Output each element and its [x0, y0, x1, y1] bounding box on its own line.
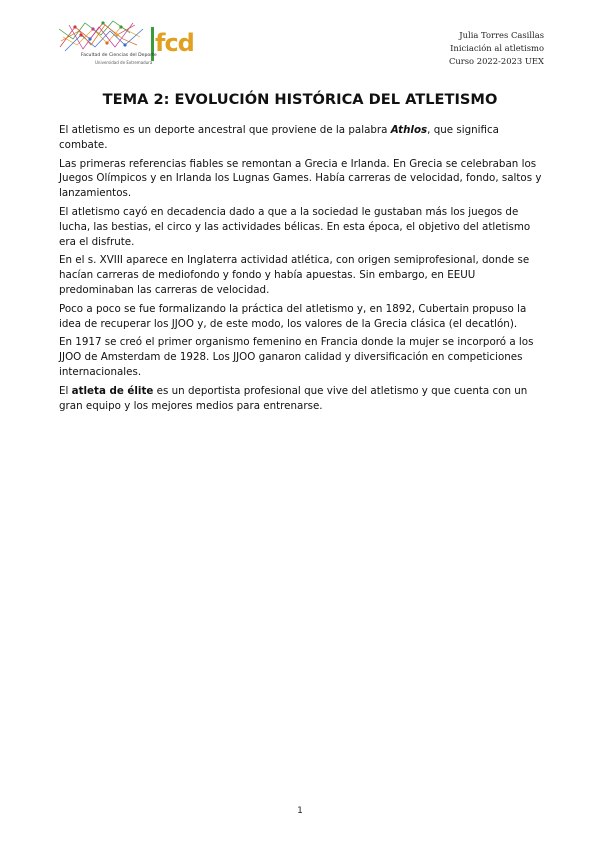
paragraph-1: El atletismo es un deporte ancestral que proviene de la palabra Athlos, que significa combate. [59, 124, 499, 151]
paragraph-6: En 1917 se creó el primer organismo femenino en Francia donde la mujer se incorporó a los JJOO de Amsterdam de 1928. Los JJOO ganaron calidad y diversificación en competiciones internacionales. [59, 336, 534, 378]
emphasis-atleta-elite: atleta de élite [71, 384, 154, 397]
course-year: Curso 2022-2023 UEX [448, 56, 544, 66]
author-name: Julia Torres Casillas [459, 30, 544, 40]
header-info [449, 29, 544, 68]
logo-text: Facultad de Ciencias del Deporte [81, 53, 157, 58]
paragraph-5: Poco a poco se fue formalizando la práctica del atletismo y, en 1892, Cubertain propuso la idea de recuperar los JJOO y, de este modo, los valores de la Grecia clásica (el decatlón). [59, 302, 527, 330]
page-title: TEMA 2: EVOLUCIÓN HISTÓRICA DEL ATLETISMO [102, 91, 498, 108]
logo-network-graphic [55, 17, 155, 57]
faculty-logo [55, 17, 194, 69]
logo-subtext: Universidad de Extremadura [95, 60, 153, 65]
paragraph-7: El atleta de élite es un deportista profesional que vive del atletismo y que cuenta con un gran equipo y los mejores medios para entrenarse. [59, 384, 528, 412]
page-number: 1 [297, 806, 303, 816]
paragraph-4: En el s. XVIII aparece en Inglaterra actividad atlética, con origen semiprofesional, donde se hacían carreras de mediofondo y fondo y había apuestas. Sin embargo, en EEUU predominaban las carreras de velocidad. [59, 254, 530, 296]
document-body [59, 123, 543, 417]
paragraph-2: Las primeras referencias fiables se remontan a Grecia e Irlanda. En Grecia se celebraban los Juegos Olímpicos y en Irlanda los Lugnas Games. Había carreras de velocidad, fondo, saltos y lanzamientos. [59, 157, 542, 200]
logo-mark: fcd [155, 29, 194, 57]
subject-name: Iniciación al atletismo [450, 43, 544, 53]
emphasis-athlos: Athlos [390, 124, 428, 136]
paragraph-3: El atletismo cayó en decadencia dado a que a la sociedad le gustaban más los juegos de lucha, las bestias, el circo y las actividades bélicas. En esta época, el objetivo del atletismo era el disfrute. [59, 205, 531, 248]
